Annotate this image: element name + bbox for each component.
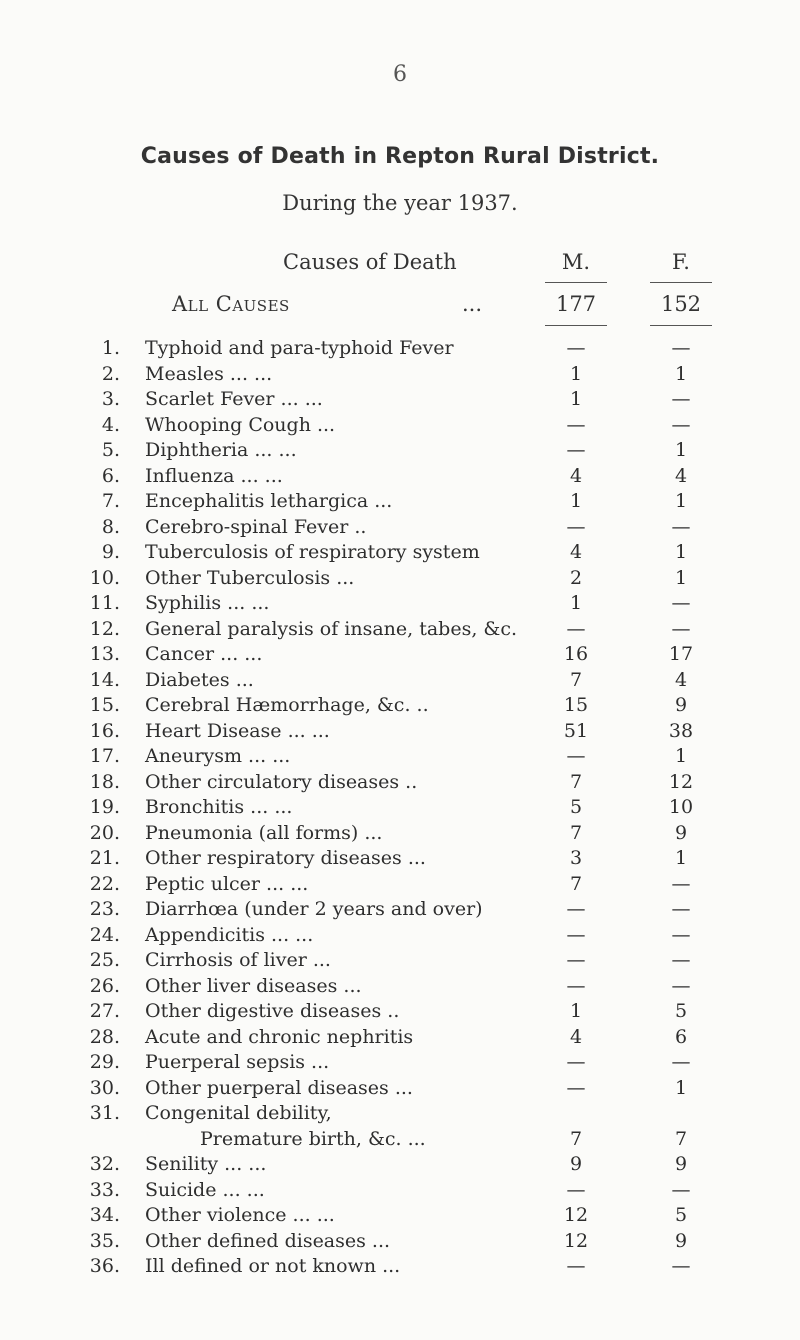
header-male: M. — [561, 250, 591, 274]
cause-label: Suicide ... ... — [145, 1178, 265, 1201]
female-count: 1 — [674, 847, 688, 869]
table-row — [0, 541, 800, 566]
male-count: 7 — [569, 668, 583, 691]
cause-label: Other digestive diseases .. — [145, 1000, 400, 1022]
table-row — [0, 1230, 800, 1255]
table-row — [0, 898, 800, 923]
table-row — [0, 1051, 800, 1076]
table-row — [0, 847, 800, 872]
row-number: 6. — [101, 464, 120, 487]
male-count: 16 — [563, 643, 589, 665]
row-number: 4. — [101, 413, 120, 436]
female-count: 5 — [674, 1000, 688, 1022]
cause-label: Heart Disease ... ... — [145, 719, 330, 742]
table-row — [0, 720, 800, 745]
cause-label: Other circulatory diseases .. — [145, 770, 418, 793]
female-count: — — [671, 974, 691, 997]
table-row — [0, 388, 800, 413]
cause-label: Tuberculosis of respiratory system — [145, 541, 480, 563]
male-count: 4 — [569, 541, 583, 563]
female-count: 10 — [668, 796, 694, 818]
female-count: 38 — [668, 719, 694, 742]
male-count: 1 — [569, 592, 583, 614]
male-count: — — [566, 515, 586, 538]
table-row — [0, 618, 800, 643]
cause-label: Acute and chronic nephritis — [145, 1025, 414, 1048]
male-count: — — [566, 949, 586, 971]
male-count: 7 — [569, 872, 583, 895]
female-count: — — [671, 1178, 691, 1201]
cause-label: Pneumonia (all forms) ... — [145, 821, 383, 844]
page-title: Causes of Death in Repton Rural District. — [140, 144, 660, 169]
row-number: 17. — [89, 745, 120, 767]
female-count: 4 — [674, 668, 688, 691]
row-number: 5. — [101, 439, 120, 461]
male-count: 1 — [569, 490, 583, 512]
row-number: 33. — [89, 1178, 120, 1201]
male-count: — — [566, 413, 586, 436]
male-count: 4 — [569, 464, 583, 487]
male-count: 5 — [569, 796, 583, 818]
row-number: 13. — [89, 643, 120, 665]
table-row — [0, 490, 800, 515]
row-number: 20. — [89, 821, 120, 844]
row-number: 15. — [89, 694, 120, 716]
header-rule-male — [545, 282, 607, 283]
table-row — [0, 414, 800, 439]
cause-label: Peptic ulcer ... ... — [145, 872, 309, 895]
all-causes-female: 152 — [660, 292, 702, 316]
male-count: 1 — [569, 388, 583, 410]
male-count: 2 — [569, 566, 583, 589]
row-number: 25. — [89, 949, 120, 971]
female-count: — — [671, 898, 691, 920]
table-row — [0, 771, 800, 796]
female-count: — — [671, 1051, 691, 1073]
row-number: 1. — [101, 337, 120, 359]
row-number: 7. — [101, 490, 120, 512]
all-causes-label: All Causes — [172, 292, 290, 316]
male-count: — — [566, 1178, 586, 1201]
female-count: 7 — [674, 1127, 688, 1150]
female-count: — — [671, 1255, 691, 1277]
female-count: — — [671, 592, 691, 614]
cause-label: Scarlet Fever ... ... — [145, 388, 323, 410]
female-count: — — [671, 923, 691, 946]
male-count: 7 — [569, 1127, 583, 1150]
table-row — [0, 822, 800, 847]
row-number: 26. — [89, 974, 120, 997]
cause-label: Measles ... ... — [145, 362, 273, 385]
male-count: 7 — [569, 770, 583, 793]
header-rule-female — [650, 282, 712, 283]
table-row — [0, 1255, 800, 1280]
male-count: 7 — [569, 821, 583, 844]
female-count: 17 — [668, 643, 694, 665]
total-rule-male — [545, 325, 607, 326]
female-count: 9 — [674, 1229, 688, 1252]
cause-label: Other defined diseases ... — [145, 1229, 391, 1252]
cause-label: General paralysis of insane, tabes, &c. — [145, 617, 518, 640]
table-row — [0, 949, 800, 974]
row-number: 23. — [89, 898, 120, 920]
female-count: 4 — [674, 464, 688, 487]
male-count: — — [566, 337, 586, 359]
male-count: — — [566, 745, 586, 767]
female-count: — — [671, 337, 691, 359]
table-row — [0, 694, 800, 719]
cause-label: Aneurysm ... ... — [145, 745, 291, 767]
male-count: — — [566, 1255, 586, 1277]
cause-label: Congenital debility, — [145, 1102, 332, 1124]
male-count: — — [566, 617, 586, 640]
row-number: 22. — [89, 872, 120, 895]
female-count: 1 — [674, 362, 688, 385]
cause-label: Cerebro-spinal Fever .. — [145, 515, 367, 538]
table-row — [0, 643, 800, 668]
male-count: 12 — [563, 1229, 589, 1252]
male-count: — — [566, 1051, 586, 1073]
female-count: — — [671, 872, 691, 895]
cause-label: Senility ... ... — [145, 1153, 267, 1175]
row-number: 31. — [89, 1102, 120, 1124]
cause-label: Whooping Cough ... — [145, 413, 336, 436]
table-row — [0, 439, 800, 464]
male-count: 15 — [563, 694, 589, 716]
table-row — [0, 1077, 800, 1102]
male-count: 3 — [569, 847, 583, 869]
table-row — [0, 567, 800, 592]
male-count: 1 — [569, 1000, 583, 1022]
cause-label: Syphilis ... ... — [145, 592, 270, 614]
row-number: 10. — [89, 566, 120, 589]
male-count: 4 — [569, 1025, 583, 1048]
row-number: 2. — [101, 362, 120, 385]
header-causes: Causes of Death — [283, 250, 457, 274]
table-row — [0, 1000, 800, 1025]
male-count: 51 — [563, 719, 589, 742]
female-count: 9 — [674, 694, 688, 716]
cause-label: Influenza ... ... — [145, 464, 283, 487]
table-row — [0, 669, 800, 694]
female-count: — — [671, 949, 691, 971]
all-causes-dots: ... — [462, 292, 483, 316]
row-number: 21. — [89, 847, 120, 869]
cause-label: Puerperal sepsis ... — [145, 1051, 330, 1073]
female-count: 9 — [674, 1153, 688, 1175]
cause-label: Other liver diseases ... — [145, 974, 362, 997]
row-number: 34. — [89, 1204, 120, 1226]
row-number: 29. — [89, 1051, 120, 1073]
page-subtitle: During the year 1937. — [282, 191, 518, 215]
row-number: 14. — [89, 668, 120, 691]
female-count: 1 — [674, 566, 688, 589]
table-row — [0, 1128, 800, 1153]
table-row — [0, 516, 800, 541]
cause-label: Diabetes ... — [145, 668, 254, 691]
row-number: 30. — [89, 1076, 120, 1099]
table-row — [0, 1026, 800, 1051]
table-row — [0, 1153, 800, 1178]
female-count: 9 — [674, 821, 688, 844]
row-number: 36. — [89, 1255, 120, 1277]
female-count: — — [671, 388, 691, 410]
row-number: 28. — [89, 1025, 120, 1048]
row-number: 35. — [89, 1229, 120, 1252]
male-count: — — [566, 974, 586, 997]
table-row — [0, 1102, 800, 1127]
table-row — [0, 592, 800, 617]
male-count: 1 — [569, 362, 583, 385]
female-count: 1 — [674, 439, 688, 461]
cause-label: Cancer ... ... — [145, 643, 263, 665]
table-row — [0, 337, 800, 362]
cause-label: Premature birth, &c. ... — [200, 1127, 426, 1150]
cause-label: Diphtheria ... ... — [145, 439, 297, 461]
header-female: F. — [672, 250, 690, 274]
row-number: 19. — [89, 796, 120, 818]
total-rule-female — [650, 325, 712, 326]
female-count: 1 — [674, 490, 688, 512]
female-count: 1 — [674, 1076, 688, 1099]
female-count: 6 — [674, 1025, 688, 1048]
cause-label: Diarrhœa (under 2 years and over) — [145, 898, 483, 920]
cause-label: Cirrhosis of liver ... — [145, 949, 331, 971]
table-row — [0, 465, 800, 490]
cause-label: Appendicitis ... ... — [145, 923, 314, 946]
female-count: — — [671, 413, 691, 436]
all-causes-male: 177 — [555, 292, 597, 316]
row-number: 3. — [101, 388, 120, 410]
row-number: 24. — [89, 923, 120, 946]
cause-label: Bronchitis ... ... — [145, 796, 293, 818]
row-number: 27. — [89, 1000, 120, 1022]
page-number: 6 — [393, 62, 407, 87]
cause-label: Other violence ... ... — [145, 1204, 335, 1226]
table-row — [0, 363, 800, 388]
cause-label: Typhoid and para-typhoid Fever — [145, 337, 454, 359]
male-count: — — [566, 439, 586, 461]
cause-label: Encephalitis lethargica ... — [145, 490, 393, 512]
cause-label: Other puerperal diseases ... — [145, 1076, 413, 1099]
female-count: 1 — [674, 745, 688, 767]
cause-label: Other respiratory diseases ... — [145, 847, 426, 869]
cause-label: Cerebral Hæmorrhage, &c. .. — [145, 694, 429, 716]
table-row — [0, 1204, 800, 1229]
male-count: — — [566, 898, 586, 920]
cause-label: Other Tuberculosis ... — [145, 566, 355, 589]
row-number: 11. — [89, 592, 120, 614]
row-number: 8. — [101, 515, 120, 538]
male-count: — — [566, 923, 586, 946]
table-row — [0, 796, 800, 821]
female-count: — — [671, 617, 691, 640]
male-count: 12 — [563, 1204, 589, 1226]
table-row — [0, 873, 800, 898]
row-number: 9. — [101, 541, 120, 563]
row-number: 18. — [89, 770, 120, 793]
female-count: 1 — [674, 541, 688, 563]
row-number: 32. — [89, 1153, 120, 1175]
female-count: 5 — [674, 1204, 688, 1226]
male-count: — — [566, 1076, 586, 1099]
male-count: 9 — [569, 1153, 583, 1175]
table-row — [0, 975, 800, 1000]
table-row — [0, 1179, 800, 1204]
female-count: 12 — [668, 770, 694, 793]
table-row — [0, 745, 800, 770]
row-number: 12. — [89, 617, 120, 640]
female-count: — — [671, 515, 691, 538]
cause-label: Ill defined or not known ... — [145, 1255, 401, 1277]
row-number: 16. — [89, 719, 120, 742]
table-row — [0, 924, 800, 949]
